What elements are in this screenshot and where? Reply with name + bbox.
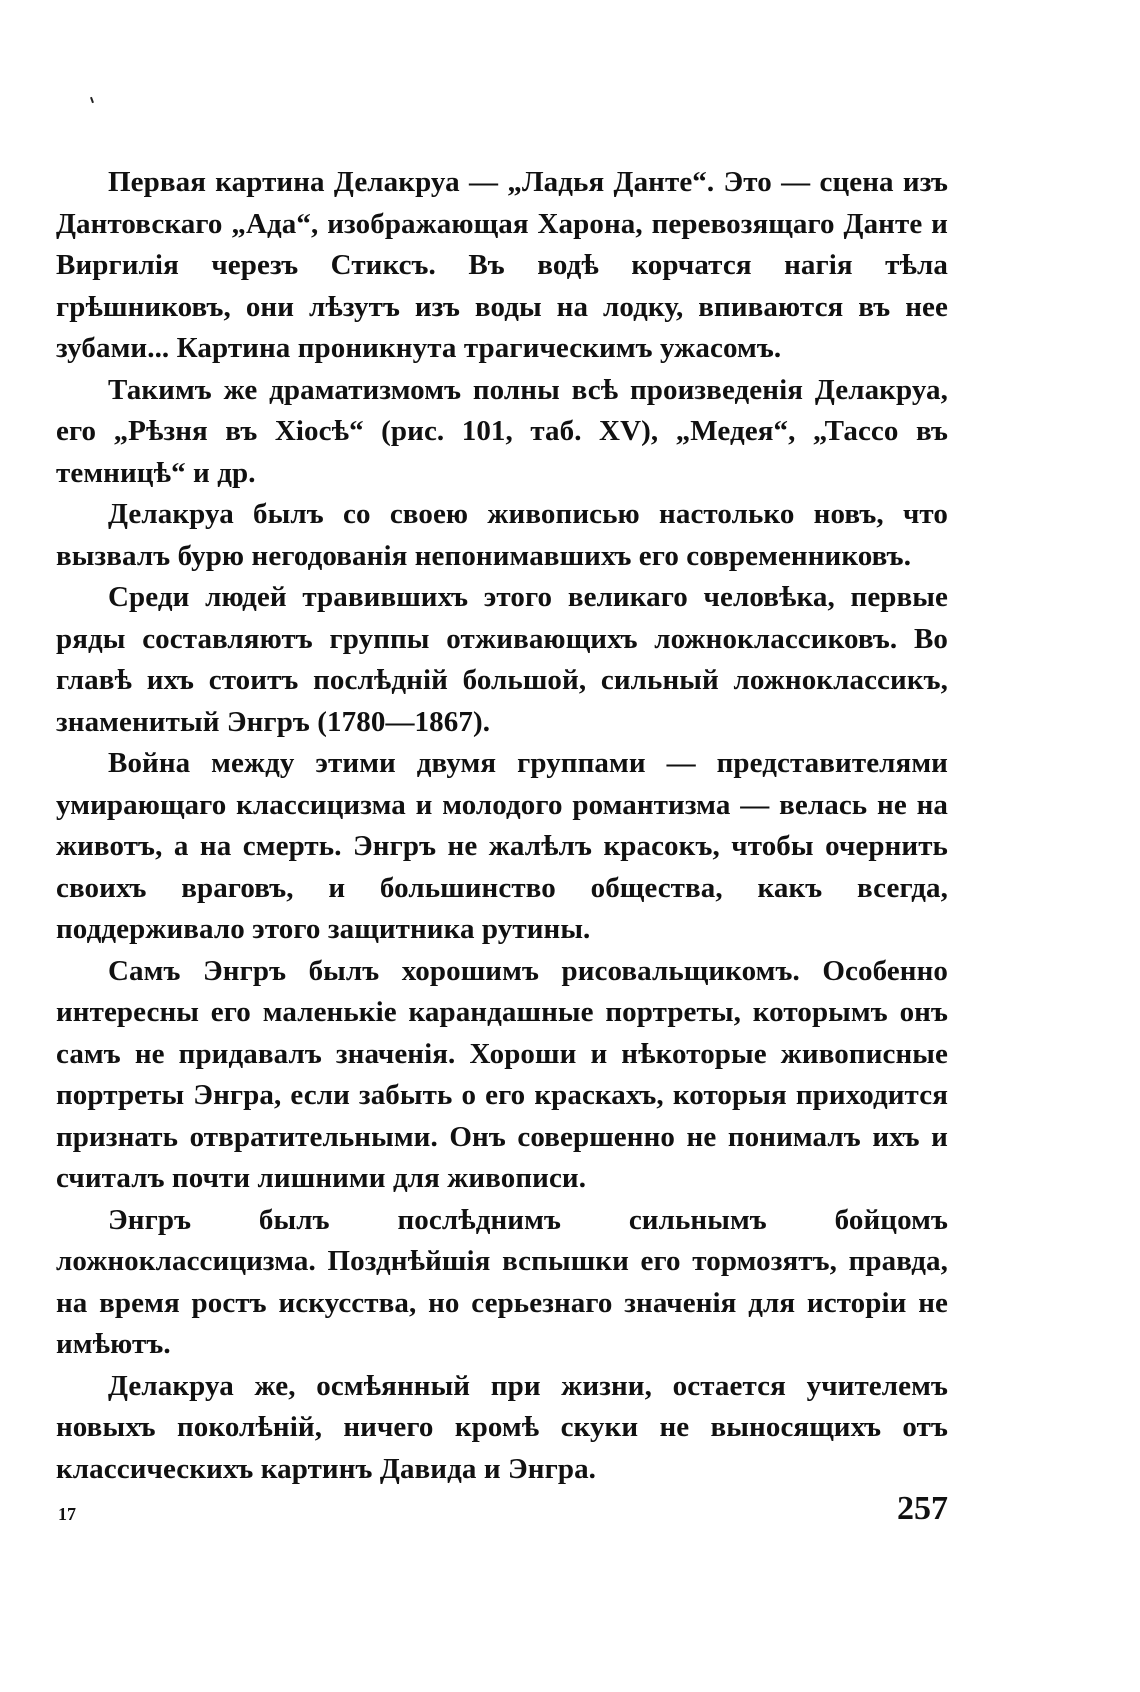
signature-mark: 17 xyxy=(58,1504,76,1524)
paragraph-8: Делакруа же, осмѣянный при жизни, остается учителемъ новыхъ поколѣній, ничего кромѣ скуки не выносящихъ отъ классическихъ картинъ Давида и Энгра. xyxy=(56,1369,948,1485)
paragraph-6: Самъ Энгръ былъ хорошимъ рисовальщикомъ. Особенно интересны его маленькіе карандашные портреты, которымъ онъ самъ не придавалъ значенія. Хороши и нѣкоторые живописные портреты Энгра, если забыть о его краскахъ, которыя приходится признать отвратительными. Онъ совершенно не понималъ ихъ и считалъ почти лишними для живописи. xyxy=(56,954,948,1194)
paragraph-3: Делакруа былъ со своею живописью настолько новъ, что вызвалъ бурю негодованія непонимавшихъ его современниковъ. xyxy=(56,498,948,572)
paragraph-2: Такимъ же драматизмомъ полны всѣ произведенія Делакруа, его „Рѣзня въ Хіосѣ“ (рис. 101, таб. XV), „Медея“, „Тассо въ темницѣ“ и др. xyxy=(56,373,948,489)
paragraph-5: Война между этими двумя группами — представителями умирающаго классицизма и молодого романтизма — велась не на животъ, а на смерть. Энгръ не жалѣлъ красокъ, чтобы очернить своихъ враговъ, и большинство общества, какъ всегда, поддерживало этого защитника рутины. xyxy=(56,747,948,945)
page-number: 257 xyxy=(897,1490,948,1527)
print-speck xyxy=(90,97,94,103)
page-footer xyxy=(56,1490,948,1540)
paragraph-7: Энгръ былъ послѣднимъ сильнымъ бойцомъ ложноклассицизма. Позднѣйшія вспышки его тормозятъ, правда, на время ростъ искусства, но серьезнаго значенія для исторіи не имѣютъ. xyxy=(56,1203,948,1360)
paragraph-4: Среди людей травившихъ этого великаго человѣка, первые ряды составляютъ группы отживающихъ ложноклассиковъ. Во главѣ ихъ стоитъ послѣдній большой, сильный ложноклассикъ, знаменитый Энгръ (1780—1867). xyxy=(56,581,948,738)
paragraph-1: Первая картина Делакруа — „Ладья Данте“. Это — сцена изъ Дантовскаго „Ада“, изображающая Харона, перевозящаго Данте и Виргилія черезъ Стиксъ. Въ водѣ корчатся нагія тѣла грѣшниковъ, они лѣзутъ изъ воды на лодку, впиваются въ нее зубами... Картина проникнута трагическимъ ужасомъ. xyxy=(56,166,948,364)
body-text xyxy=(56,162,948,1490)
